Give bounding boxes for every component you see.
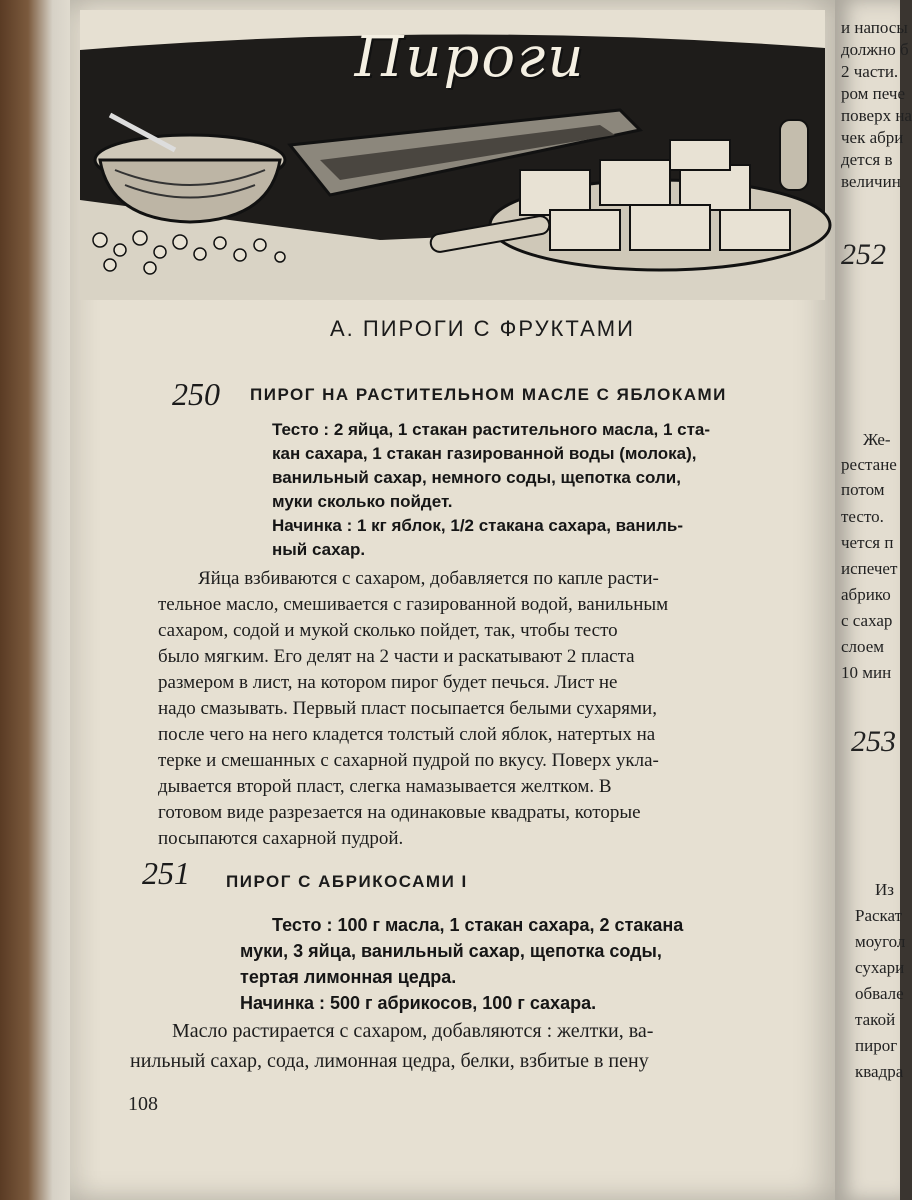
chapter-title: Пироги bbox=[354, 25, 586, 90]
page-number: 108 bbox=[128, 1093, 158, 1115]
facing-text-line: дется в bbox=[841, 150, 893, 169]
ingredients-line: ванильный сахар, немного соды, щепотка соли, bbox=[272, 468, 681, 487]
ingredients-line: ный сахар. bbox=[272, 540, 366, 559]
recipe-number: 251 bbox=[142, 855, 190, 891]
facing-text-line: пирог bbox=[855, 1036, 898, 1055]
facing-text-line: Из bbox=[875, 880, 894, 899]
facing-text-line: слоем bbox=[841, 637, 885, 656]
body-line: было мягким. Его делят на 2 части и раскатывают 2 пласта bbox=[158, 646, 635, 667]
facing-text-line: абрико bbox=[841, 585, 891, 604]
body-line: нильный сахар, сода, лимонная цедра, белки, взбитые в пену bbox=[130, 1050, 649, 1072]
facing-text-line: тесто. bbox=[841, 507, 884, 526]
ingredients-line: Тесто : 100 г масла, 1 стакан сахара, 2 стакана bbox=[272, 915, 684, 935]
facing-text-line: моугол bbox=[855, 932, 906, 951]
body-line: после чего на него кладется толстый слой яблок, натертых на bbox=[158, 724, 656, 745]
facing-text-line: обвале bbox=[855, 984, 904, 1003]
facing-text-line: и напосы bbox=[841, 18, 908, 37]
facing-recipe-number: 252 bbox=[841, 238, 886, 271]
body-line: тельное масло, смешивается с газированной водой, ванильным bbox=[158, 594, 669, 615]
ingredients-line: Начинка : 1 кг яблок, 1/2 стакана сахара, ваниль- bbox=[272, 516, 683, 535]
facing-text-line: величин bbox=[841, 172, 901, 191]
recipe-body bbox=[130, 1016, 830, 1076]
facing-text-line: с сахар bbox=[841, 611, 893, 630]
recipe-ingredients bbox=[272, 418, 822, 562]
facing-text-line: потом bbox=[841, 480, 885, 499]
body-line: Яйца взбиваются с сахаром, добавляется по капле расти- bbox=[198, 568, 659, 589]
recipe-title: ПИРОГ С АБРИКОСАМИ I bbox=[226, 872, 468, 891]
facing-recipe-number: 253 bbox=[851, 725, 896, 758]
facing-text-line: чек абри bbox=[841, 128, 904, 147]
ingredients-line: тертая лимонная цедра. bbox=[240, 967, 457, 987]
facing-text-line: чется п bbox=[841, 533, 894, 552]
book-edge-left bbox=[0, 0, 70, 1200]
facing-text-line: такой bbox=[855, 1010, 896, 1029]
facing-text-line: ром пече bbox=[841, 84, 905, 103]
recipe-ingredients bbox=[240, 912, 825, 1016]
facing-text-line: должно б bbox=[841, 40, 909, 59]
facing-text-line: рестане bbox=[841, 455, 897, 474]
ingredients-line: Начинка : 500 г абрикосов, 100 г сахара. bbox=[240, 993, 597, 1013]
ingredients-line: муки сколько пойдет. bbox=[272, 492, 453, 511]
body-line: Масло растирается с сахаром, добавляются : желтки, ва- bbox=[172, 1020, 654, 1042]
body-line: дывается второй пласт, слегка намазывается желтком. В bbox=[158, 776, 612, 797]
recipe-title: ПИРОГ НА РАСТИТЕЛЬНОМ МАСЛЕ С ЯБЛОКАМИ bbox=[250, 385, 727, 404]
recipe-number: 250 bbox=[172, 376, 220, 412]
facing-text-line: сухари bbox=[855, 958, 905, 977]
body-line: размером в лист, на котором пирог будет печься. Лист не bbox=[158, 672, 618, 693]
ingredients-line: муки, 3 яйца, ванильный сахар, щепотка соды, bbox=[240, 941, 662, 961]
body-line: терке и смешанных с сахарной пудрой по вкусу. Поверх укла- bbox=[158, 750, 659, 771]
facing-text-line: 2 части. bbox=[841, 62, 899, 81]
body-line: посыпаются сахарной пудрой. bbox=[158, 828, 404, 849]
facing-text-line: Же- bbox=[863, 430, 891, 449]
recipe-body bbox=[158, 566, 828, 852]
facing-text-line: Раскат bbox=[855, 906, 903, 925]
ingredients-line: кан сахара, 1 стакан газированной воды (молока), bbox=[272, 444, 697, 463]
body-line: сахаром, содой и мукой сколько пойдет, так, чтобы тесто bbox=[158, 620, 618, 641]
facing-text-line: 10 мин bbox=[841, 663, 892, 682]
section-title: А. ПИРОГИ С ФРУКТАМИ bbox=[330, 316, 635, 341]
facing-text-line: испечет bbox=[841, 559, 898, 578]
facing-text-line: квадра bbox=[855, 1062, 904, 1081]
body-line: надо смазывать. Первый пласт посыпается белыми сухарями, bbox=[158, 698, 657, 719]
ingredients-line: Тесто : 2 яйца, 1 стакан растительного масла, 1 ста- bbox=[272, 420, 711, 439]
body-line: готовом виде разрезается на одинаковые квадраты, которые bbox=[158, 802, 641, 823]
facing-text-line: поверх на bbox=[841, 106, 912, 125]
facing-page bbox=[835, 0, 912, 1200]
